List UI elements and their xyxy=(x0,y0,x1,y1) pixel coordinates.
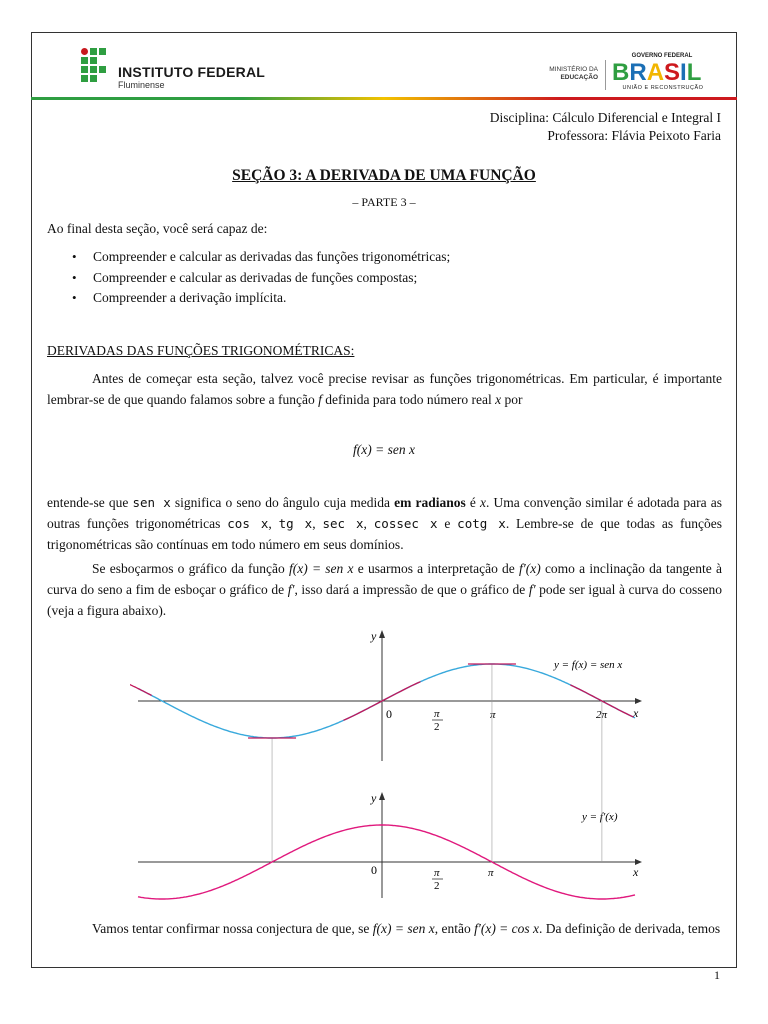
p3-text-e: pode ser igual à curva do cosseno (veja a figura abaixo). xyxy=(47,582,722,618)
ministry-line1: MINISTÉRIO DA xyxy=(549,66,598,73)
intro-text: Ao final desta seção, você será capaz de: xyxy=(47,221,268,236)
p3-text-b: e usarmos a interpretação de xyxy=(353,561,520,576)
p2-sec: sec x xyxy=(322,516,364,531)
p3-text-a: Se esboçarmos o gráfico da função xyxy=(92,561,290,576)
p4-text-c: . Da definição de derivada, temos xyxy=(539,921,721,936)
institute-campus: Fluminense xyxy=(118,80,165,90)
p1-text-a: Antes de começar esta seção, talvez você precise revisar as funções trigonométricas. Em particular, é importante lembrar-se de que quando falamos sobre a função xyxy=(47,371,722,407)
header xyxy=(0,0,768,100)
p1-text-c: por xyxy=(501,392,523,407)
p2-text-b: significa o seno do ângulo cuja medida xyxy=(170,495,395,510)
p2-text-c: é xyxy=(465,495,480,510)
top-x-label: x xyxy=(633,706,639,720)
header-divider xyxy=(605,60,606,90)
top-y-arrow-icon xyxy=(379,630,385,638)
p1-f: f xyxy=(318,392,322,407)
p2-cotg: cotg x xyxy=(457,516,506,531)
paragraph-4 xyxy=(47,918,722,939)
top-curve-label: y = f(x) = sen x xyxy=(554,659,623,671)
p2-sep1: , xyxy=(268,516,279,531)
p2-text-d: . Uma convenção similar é adotada para as outras funções trigonométricas xyxy=(47,495,723,531)
p2-text-end: . Lembre-se de que todas as funções trigonométricas são contínuas em todo número em seus domínios. xyxy=(47,516,722,552)
paragraph-2 xyxy=(47,492,722,555)
p4-text-a: Vamos tentar confirmar nossa conjectura de que, se xyxy=(92,921,373,936)
p3-text-d: , isso dará a impressão de que o gráfico de xyxy=(294,582,529,597)
p2-senx: sen x xyxy=(132,495,171,510)
bottom-origin-label: 0 xyxy=(371,863,377,877)
p2-sep3: , xyxy=(363,516,374,531)
header-stripe xyxy=(31,97,737,100)
p2-bold: em radianos xyxy=(394,495,466,510)
bottom-tick-pi-label: π xyxy=(488,867,494,879)
subsection-heading: DERIVADAS DAS FUNÇÕES TRIGONOMÉTRICAS: xyxy=(47,343,355,358)
p4-fx: f(x) = sen x xyxy=(372,921,435,936)
top-origin-label: 0 xyxy=(386,707,392,721)
tick-pi-label: π xyxy=(490,709,496,721)
page-number: 1 xyxy=(714,968,720,982)
teacher-label: Professora: Flávia Peixoto Faria xyxy=(547,128,721,143)
p2-x: x xyxy=(479,495,486,510)
list-item: • Compreender e calcular as derivadas de funções compostas; xyxy=(72,268,450,289)
tick-pi-half-den: 2 xyxy=(434,721,440,733)
bottom-y-arrow-icon xyxy=(379,792,385,800)
ministry-line2: EDUCAÇÃO xyxy=(560,74,598,81)
brasil-wordmark: BRASIL xyxy=(612,59,702,86)
p1-x: x xyxy=(495,392,502,407)
p3-fpx: f′(x) xyxy=(519,561,541,576)
bottom-x-label: x xyxy=(633,865,639,879)
bottom-y-label: y xyxy=(371,791,377,805)
p4-text-b: , então xyxy=(434,921,475,936)
sine-derivative-figure xyxy=(130,626,650,902)
p2-text-a: entende-se que xyxy=(47,495,133,510)
gov-label: GOVERNO FEDERAL xyxy=(631,53,693,59)
section-part: – PARTE 3 – xyxy=(352,195,416,209)
p1-text-b: definida para todo número real xyxy=(321,392,496,407)
discipline-label: Disciplina: Cálculo Diferencial e Integral I xyxy=(489,110,721,125)
tangent-segment xyxy=(130,682,152,696)
section-title: SEÇÃO 3: A DERIVADA DE UMA FUNÇÃO xyxy=(232,167,536,184)
p3-fp: f′ xyxy=(287,582,295,597)
bottom-tick-pi-half-den: 2 xyxy=(434,880,440,892)
list-item: • Compreender e calcular as derivadas das funções trigonométricas; xyxy=(72,247,450,268)
top-y-label: y xyxy=(371,629,377,643)
institute-name: INSTITUTO FEDERAL xyxy=(118,64,266,80)
gov-slogan: UNIÃO E RECONSTRUÇÃO xyxy=(622,85,704,91)
list-item: • Compreender a derivação implícita. xyxy=(72,288,450,309)
objectives-list xyxy=(72,247,450,309)
bottom-tick-pi-half-num: π xyxy=(434,867,440,879)
ministry-label xyxy=(526,66,598,82)
paragraph-3 xyxy=(47,558,722,621)
tick-two-pi-label: 2π xyxy=(596,709,608,721)
p3-fx: f(x) = sen x xyxy=(289,561,354,576)
p2-cossec: cossec x xyxy=(373,516,438,531)
paragraph-1 xyxy=(47,368,722,410)
p3-fp2: f′ xyxy=(528,582,536,597)
bottom-curve-label: y = f′(x) xyxy=(582,811,618,823)
p2-sep2: , xyxy=(312,516,323,531)
p2-cos: cos x xyxy=(227,516,269,531)
equation-sen: f(x) = sen x xyxy=(353,442,415,457)
p2-tg: tg x xyxy=(278,516,313,531)
p2-e: e xyxy=(437,516,458,531)
p4-fpx: f′(x) = cos x xyxy=(474,921,540,936)
tick-pi-half-num: π xyxy=(434,708,440,720)
p3-text-c: como a inclinação da tangente à curva do seno a fim de esboçar o gráfico de xyxy=(47,561,722,597)
top-x-arrow-icon xyxy=(635,698,642,704)
